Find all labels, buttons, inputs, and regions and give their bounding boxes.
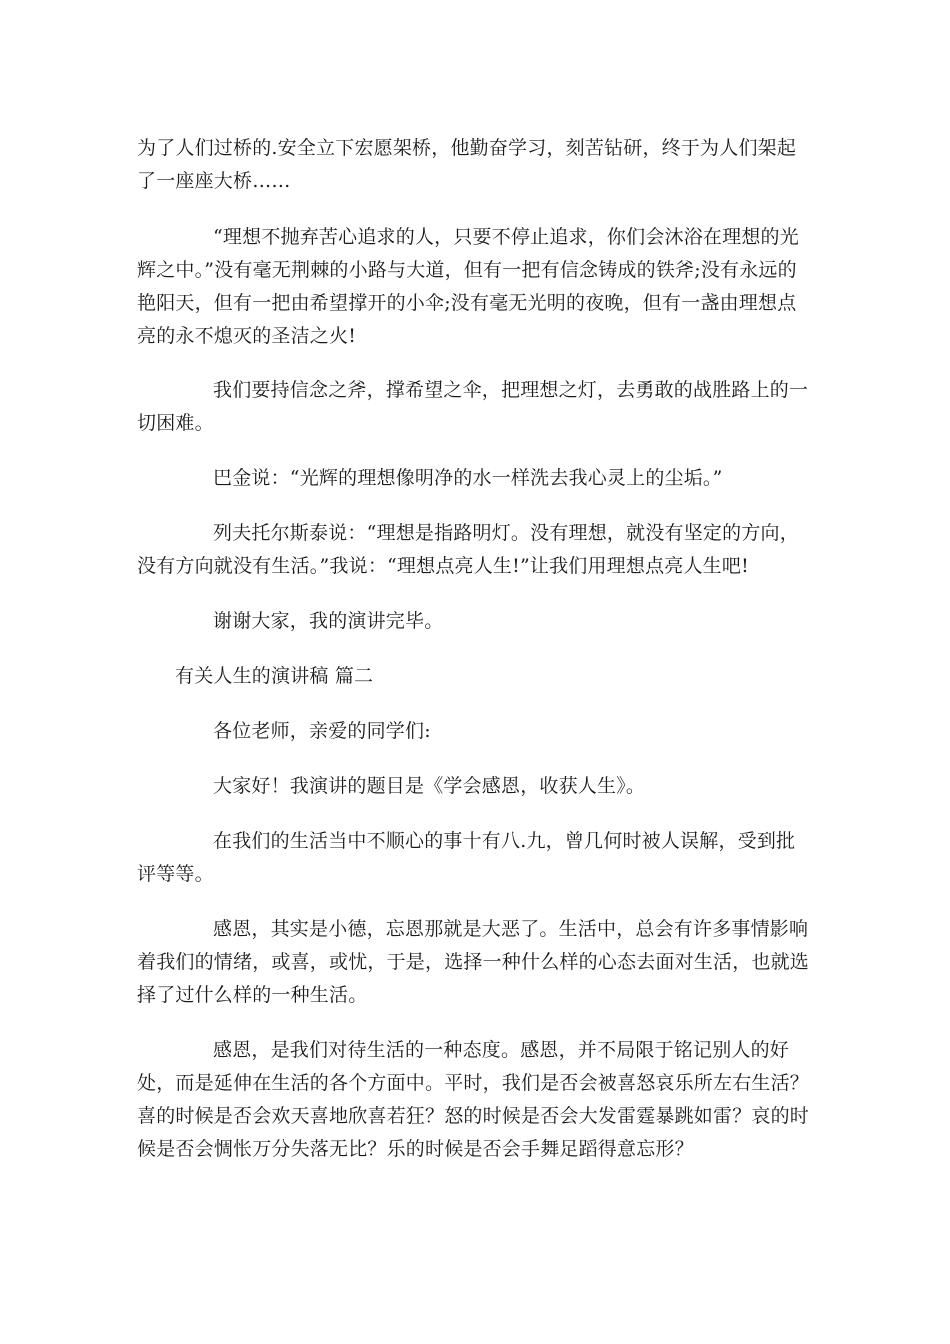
paragraph-gratitude-attitude: 感恩，是我们对待生活的一种态度。感恩，并不局限于铭记别人的好处，而是延伸在生活的各个方面中。平时，我们是否会被喜怒哀乐所左右生活？喜的时候是否会欢天喜地欣喜若狂？怒的时候是否会大发雷霆暴跳如雷？哀的时候是否会惆怅万分失落无比？乐的时候是否会手舞足蹈得意忘形？ bbox=[137, 1039, 810, 1160]
paragraph-thanks: 谢谢大家，我的演讲完毕。 bbox=[213, 610, 444, 632]
paragraph-title-intro: 大家好！我演讲的题目是《学会感恩，收获人生》。 bbox=[213, 775, 646, 797]
paragraph-faith-axe: 我们要持信念之斧，撑希望之伞，把理想之灯，去勇敢的战胜路上的一切困难。 bbox=[137, 379, 809, 434]
paragraph-ba-jin: 巴金说：“光辉的理想像明净的水一样洗去我心灵上的尘垢。” bbox=[213, 467, 723, 489]
paragraph-bridge: 为了人们过桥的.安全立下宏愿架桥，他勤奋学习，刻苦钻研，终于为人们架起了一座座大桥…… bbox=[137, 137, 797, 192]
paragraph-tolstoy: 列夫托尔斯泰说：“理想是指路明灯。没有理想，就没有坚定的方向，没有方向就没有生活。”我说：“理想点亮人生!”让我们用理想点亮人生吧! bbox=[137, 522, 799, 577]
paragraph-greeting: 各位老师，亲爱的同学们: bbox=[213, 720, 431, 742]
paragraph-ideal-quote: “理想不抛弃苦心追求的人，只要不停止追求，你们会沐浴在理想的光辉之中。”没有毫无荆棘的小路与大道，但有一把有信念铸成的铁斧;没有永远的艳阳天，但有一把由希望撑开的小伞;没有毫无光明的夜晚，但有一盏由理想点亮的永不熄灭的圣洁之火! bbox=[137, 226, 799, 347]
paragraph-gratitude-virtue: 感恩，其实是小德，忘恩那就是大恶了。生活中，总会有许多事情影响着我们的情绪，或喜，或忧，于是，选择一种什么样的心态去面对生活，也就选择了过什么样的一种生活。 bbox=[137, 918, 810, 1006]
section-heading: 有关人生的演讲稿 篇二 bbox=[175, 665, 374, 687]
paragraph-misfortune: 在我们的生活当中不顺心的事十有八.九，曾几何时被人误解，受到批评等等。 bbox=[137, 830, 796, 885]
